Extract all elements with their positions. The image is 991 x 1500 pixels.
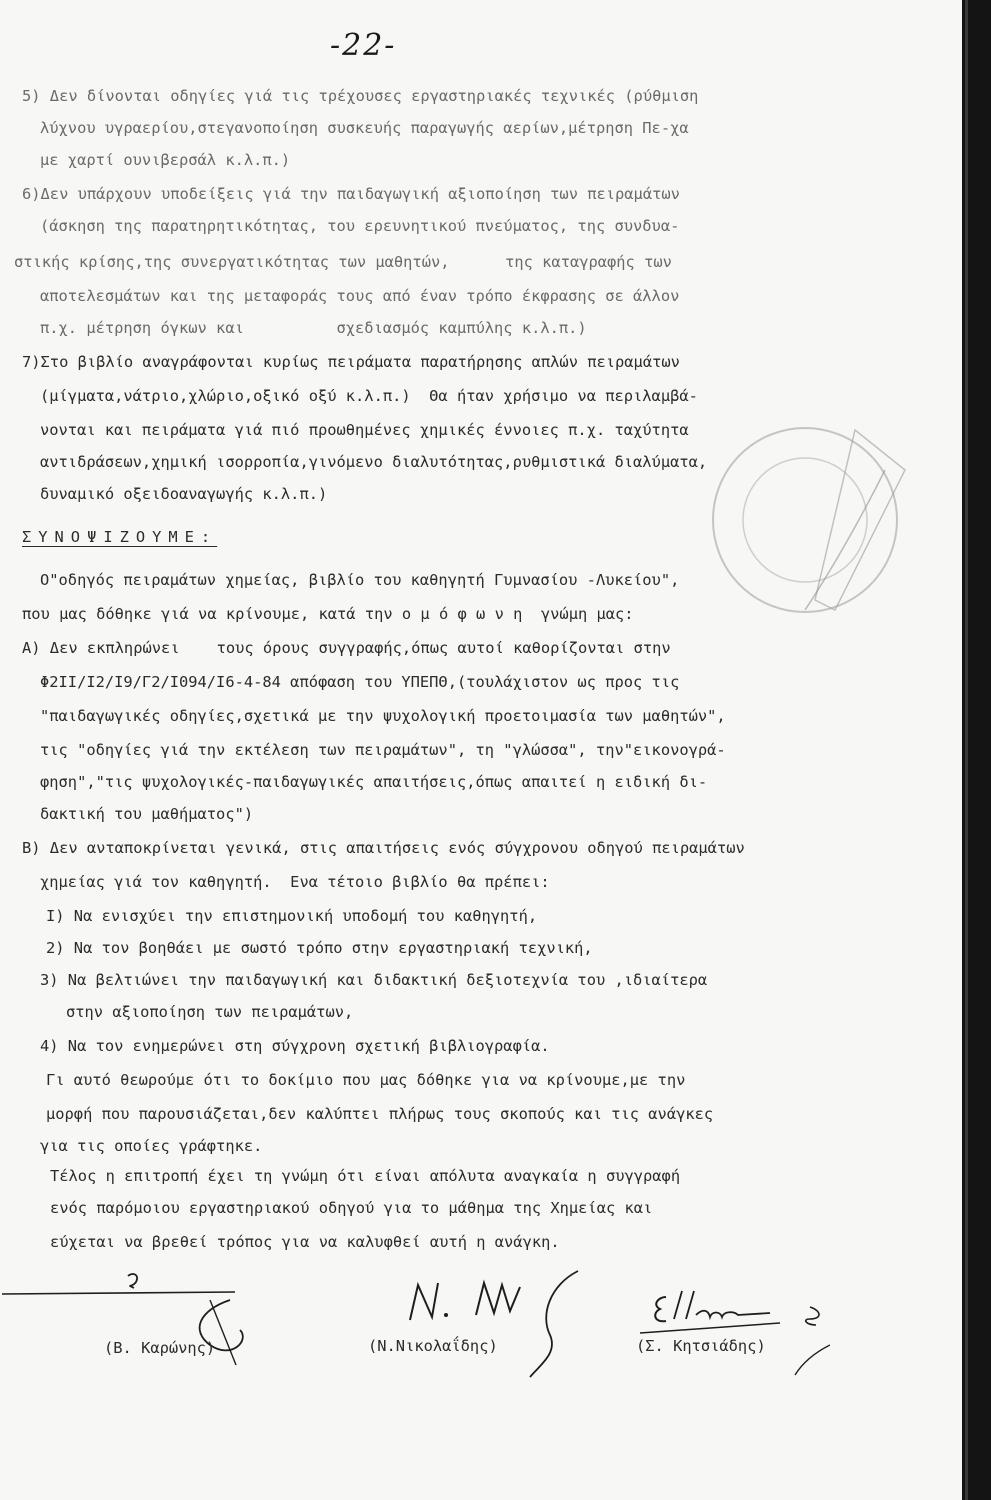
- text-line: 4) Να τον ενημερώνει στη σύγχρονη σχετική βιβλιογραφία.: [40, 1037, 550, 1055]
- text-line: για τις οποίες γράφτηκε.: [40, 1137, 263, 1155]
- text-line: 6)Δεν υπάρχουν υποδείξεις γιά την παιδαγωγική αξιοποίηση των πειραμάτων: [22, 185, 680, 203]
- text-line: δυναμικό οξειδοαναγωγής κ.λ.π.): [40, 485, 328, 503]
- text-line: φηση","τις ψυχολογικές-παιδαγωγικές απαιτήσεις,όπως απαιτεί η ειδική δι-: [40, 773, 708, 791]
- text-line: (μίγματα,νάτριο,χλώριο,οξικό οξύ κ.λ.π.) Θα ήταν χρήσιμο να περιλαμβά-: [40, 387, 698, 405]
- text-line: στικής κρίσης,της συνεργατικότητας των μαθητών, της καταγραφής των: [14, 253, 672, 271]
- text-line: 5) Δεν δίνονται οδηγίες γιά τις τρέχουσες εργαστηριακές τεχνικές (ρύθμιση: [22, 87, 699, 105]
- signature-nikolaidis-mark: [390, 1265, 580, 1380]
- text-line: 3) Να βελτιώνει την παιδαγωγική και διδακτική δεξιοτεχνία του ,ιδιαίτερα: [40, 971, 708, 989]
- text-line: Α) Δεν εκπληρώνει τους όρους συγγραφής,όπως αυτοί καθορίζονται στην: [22, 639, 671, 657]
- text-line: 7)Στο βιβλίο αναγράφονται κυρίως πειράματα παρατήρησης απλών πειραμάτων: [22, 353, 680, 371]
- text-line: χημείας γιά τον καθηγητή. Ενα τέτοιο βιβλίο θα πρέπει:: [40, 873, 550, 891]
- text-line: με χαρτί ουνιβερσάλ κ.λ.π.): [40, 151, 291, 169]
- signature-kitsiadis-mark: [630, 1275, 830, 1380]
- text-line: ενός παρόμοιου εργαστηριακού οδηγού για το μάθημα της Χημείας και: [50, 1199, 653, 1217]
- scan-border: [962, 0, 991, 1500]
- text-line: Ο"οδηγός πειραμάτων χημείας, βιβλίο του καθηγητή Γυμνασίου -Λυκείου",: [40, 571, 680, 589]
- text-line: μορφή που παρουσιάζεται,δεν καλύπτει πλήρως τους σκοπούς και τις ανάγκες: [46, 1105, 714, 1123]
- text-line: Φ2ΙΙ/Ι2/Ι9/Γ2/Ι094/Ι6-4-84 απόφαση του ΥΠΕΠΘ,(τουλάχιστον ως προς τις: [40, 673, 680, 691]
- summary-heading: ΣΥΝΟΨΙΖΟΥΜΕ:: [22, 528, 218, 546]
- text-line: στην αξιοποίηση των πειραμάτων,: [66, 1003, 354, 1021]
- text-line: 2) Να τον βοηθάει με σωστό τρόπο στην εργαστηριακή τεχνική,: [46, 939, 593, 957]
- text-line: Β) Δεν ανταποκρίνεται γενικά, στις απαιτήσεις ενός σύγχρονου οδηγού πειραμάτων: [22, 839, 745, 857]
- text-line: Ι) Να ενισχύει την επιστημονική υποδομή του καθηγητή,: [46, 907, 538, 925]
- text-line: (άσκηση της παρατηρητικότητας, του ερευνητικού πνεύματος, της συνδυα-: [40, 217, 680, 235]
- text-line: που μας δόθηκε γιά να κρίνουμε, κατά την ο μ ό φ ω ν η γνώμη μας:: [22, 605, 634, 623]
- text-line: αντιδράσεων,χημική ισορροπία,γινόμενο διαλυτότητας,ρυθμιστικά διαλύματα,: [40, 453, 708, 471]
- text-line: Γι αυτό θεωρούμε ότι το δοκίμιο που μας δόθηκε για να κρίνουμε,με την: [46, 1071, 686, 1089]
- text-line: εύχεται να βρεθεί τρόπος για να καλυφθεί αυτή η ανάγκη.: [50, 1233, 560, 1251]
- page-number: -22-: [330, 28, 397, 63]
- official-stamp: [705, 410, 920, 625]
- signatory-name: (Σ. Κητσιάδης): [636, 1337, 766, 1355]
- text-line: λύχνου υγραερίου,στεγανοποίηση συσκευής παραγωγής αερίων,μέτρηση Πε-χα: [40, 119, 689, 137]
- signatory-name: (Ν.Νικολαΐδης): [368, 1337, 498, 1355]
- text-line: νονται και πειράματα γιά πιό προωθημένες χημικές έννοιες π.χ. ταχύτητα: [40, 421, 689, 439]
- text-line: "παιδαγωγικές οδηγίες,σχετικά με την ψυχολογική προετοιμασία των μαθητών",: [40, 707, 726, 725]
- text-line: δακτική του μαθήματος"): [40, 805, 254, 823]
- scan-border-edge: [965, 0, 968, 1500]
- text-line: π.χ. μέτρηση όγκων και σχεδιασμός καμπύλης κ.λ.π.): [40, 319, 587, 337]
- text-line: Τέλος η επιτροπή έχει τη γνώμη ότι είναι απόλυτα αναγκαία η συγγραφή: [50, 1167, 681, 1185]
- signatory-name: (Β. Καρώνης): [104, 1339, 216, 1357]
- signature-karonis-mark: [0, 1270, 260, 1380]
- text-line: τις "οδηγίες γιά την εκτέλεση των πειραμάτων", τη "γλώσσα", την"εικονογρά-: [40, 741, 726, 759]
- text-line: αποτελεσμάτων και της μεταφοράς τους από έναν τρόπο έκφρασης σε άλλον: [40, 287, 680, 305]
